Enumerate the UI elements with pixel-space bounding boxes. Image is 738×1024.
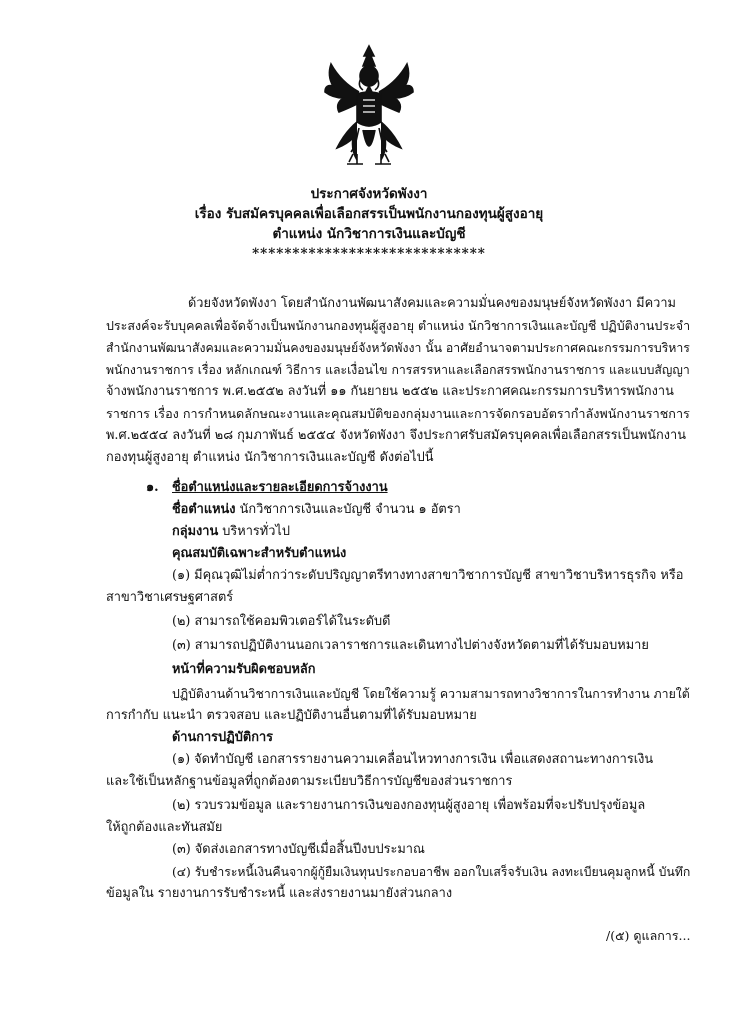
intro-line: ประสงค์จะรับบุคคลเพื่อจัดจ้างเป็นพนักงานกองทุนผู้สูงอายุ ตำแหน่ง นักวิชาการเงินและบัญชี ปฏิบัติงานประจำ [106,318,691,333]
group-label: กลุ่มงาน [172,524,219,539]
intro-line: สำนักงานพัฒนาสังคมและความมั่นคงของมนุษย์จังหวัดพังงา นั้น อาศัยอำนาจตามประกาศคณะกรรมการบริหาร [106,341,690,355]
announcement-position: ตำแหน่ง นักวิชาการเงินและบัญชี [272,226,466,242]
duty-line-cont: การกำกับ แนะนำ ตรวจสอบ และปฏิบัติงานอื่นตามที่ได้รับมอบหมาย [106,708,477,723]
qualification-item: (๑) มีคุณวุฒิไม่ต่ำกว่าระดับปริญญาตรีทางทางสาขาวิชาการบัญชี สาขาวิชาบริหารธุรกิจ หรือ [172,568,684,583]
operations-item: (๔) รับชำระหนี้เงินคืนจากผู้กู้ยืมเงินทุนประกอบอาชีพ ออกใบเสร็จรับเงิน ลงทะเบียนคุมลูกหนี้ บันทึก [172,865,691,879]
operations-item-cont: และใช้เป็นหลักฐานข้อมูลที่ถูกต้องตามระเบียบวิธีการบัญชีของส่วนราชการ [106,774,513,789]
qualification-item-cont: สาขาวิชาเศรษฐศาสตร์ [106,590,234,605]
announcement-title: ประกาศจังหวัดพังงา [310,186,428,202]
qualification-item: (๓) สามารถปฏิบัติงานนอกเวลาราชการและเดินทางไปต่างจังหวัดตามที่ได้รับมอบหมาย [172,638,649,653]
operations-item: (๑) จัดทำบัญชี เอกสารรายงานความเคลื่อนไหวทางการเงิน เพื่อแสดงสถานะทางการเงิน [172,752,654,767]
intro-line: กองทุนผู้สูงอายุ ตำแหน่ง นักวิชาการเงินและบัญชี ดังต่อไปนี้ [106,450,434,465]
section-1-title: ชื่อตำแหน่งและรายละเอียดการจ้างงาน [172,480,388,495]
intro-line: ด้วยจังหวัดพังงา โดยสำนักงานพัฒนาสังคมและความมั่นคงของมนุษย์จังหวัดพังงา มีความ [188,296,676,311]
qualification-heading: คุณสมบัติเฉพาะสำหรับตำแหน่ง [172,546,347,561]
intro-line: จ้างพนักงานราชการ พ.ศ.๒๕๕๒ ลงวันที่ ๑๑ กันยายน ๒๕๕๒ และประกาศคณะกรรมการบริหารพนักงาน [106,384,674,399]
operations-item-cont: ข้อมูลใน รายงานการรับชำระหนี้ และส่งรายงานมายังส่วนกลาง [106,886,453,901]
intro-line: พ.ศ.๒๕๕๔ ลงวันที่ ๒๘ กุมภาพันธ์ ๒๕๕๔ จังหวัดพังงา จึงประกาศรับสมัครบุคคลเพื่อเลือกสรรเป็นพนักงาน [106,428,686,443]
duty-heading: หน้าที่ความรับผิดชอบหลัก [172,662,316,677]
position-label: ชื่อตำแหน่ง [172,502,236,517]
announcement-subject: เรื่อง รับสมัครบุคคลเพื่อเลือกสรรเป็นพนักงานกองทุนผู้สูงอายุ [194,206,544,222]
header-separator: ***************************** [252,246,486,262]
duty-line: ปฏิบัติงานด้านวิชาการเงินและบัญชี โดยใช้ความรู้ ความสามารถทางวิชาการในการทำงาน ภายใต้ [172,687,690,701]
intro-line: ราชการ เรื่อง การกำหนดลักษณะงานและคุณสมบัติของกลุ่มงานและการจัดกรอบอัตรากำลังพนักงานราชการ [106,406,690,421]
operations-item: (๓) จัดส่งเอกสารทางบัญชีเมื่อสิ้นปีงบประมาณ [172,842,425,857]
group-value: บริหารทั่วไป [222,524,290,539]
continuation-note: /(๕) ดูแลการ... [606,928,691,943]
section-1-number: ๑. [146,480,159,495]
operations-item: (๒) รวบรวมข้อมูล และรายงานการเงินของกองทุนผู้สูงอายุ เพื่อพร้อมที่จะปรับปรุงข้อมูล [172,798,646,813]
group-row [172,522,290,542]
garuda-emblem-icon [323,42,415,172]
announcement-header [0,184,738,264]
position-row [172,500,461,520]
position-value: นักวิชาการเงินและบัญชี จำนวน ๑ อัตรา [239,502,461,517]
intro-line: พนักงานราชการ เรื่อง หลักเกณฑ์ วิธีการ และเงื่อนไข การสรรหาและเลือกสรรพนักงานราชการ และแบบสัญญา [106,363,690,377]
operations-heading: ด้านการปฏิบัติการ [172,730,274,745]
qualification-item: (๒) สามารถใช้คอมพิวเตอร์ได้ในระดับดี [172,614,391,629]
operations-item-cont: ให้ถูกต้องและทันสมัย [106,820,223,835]
